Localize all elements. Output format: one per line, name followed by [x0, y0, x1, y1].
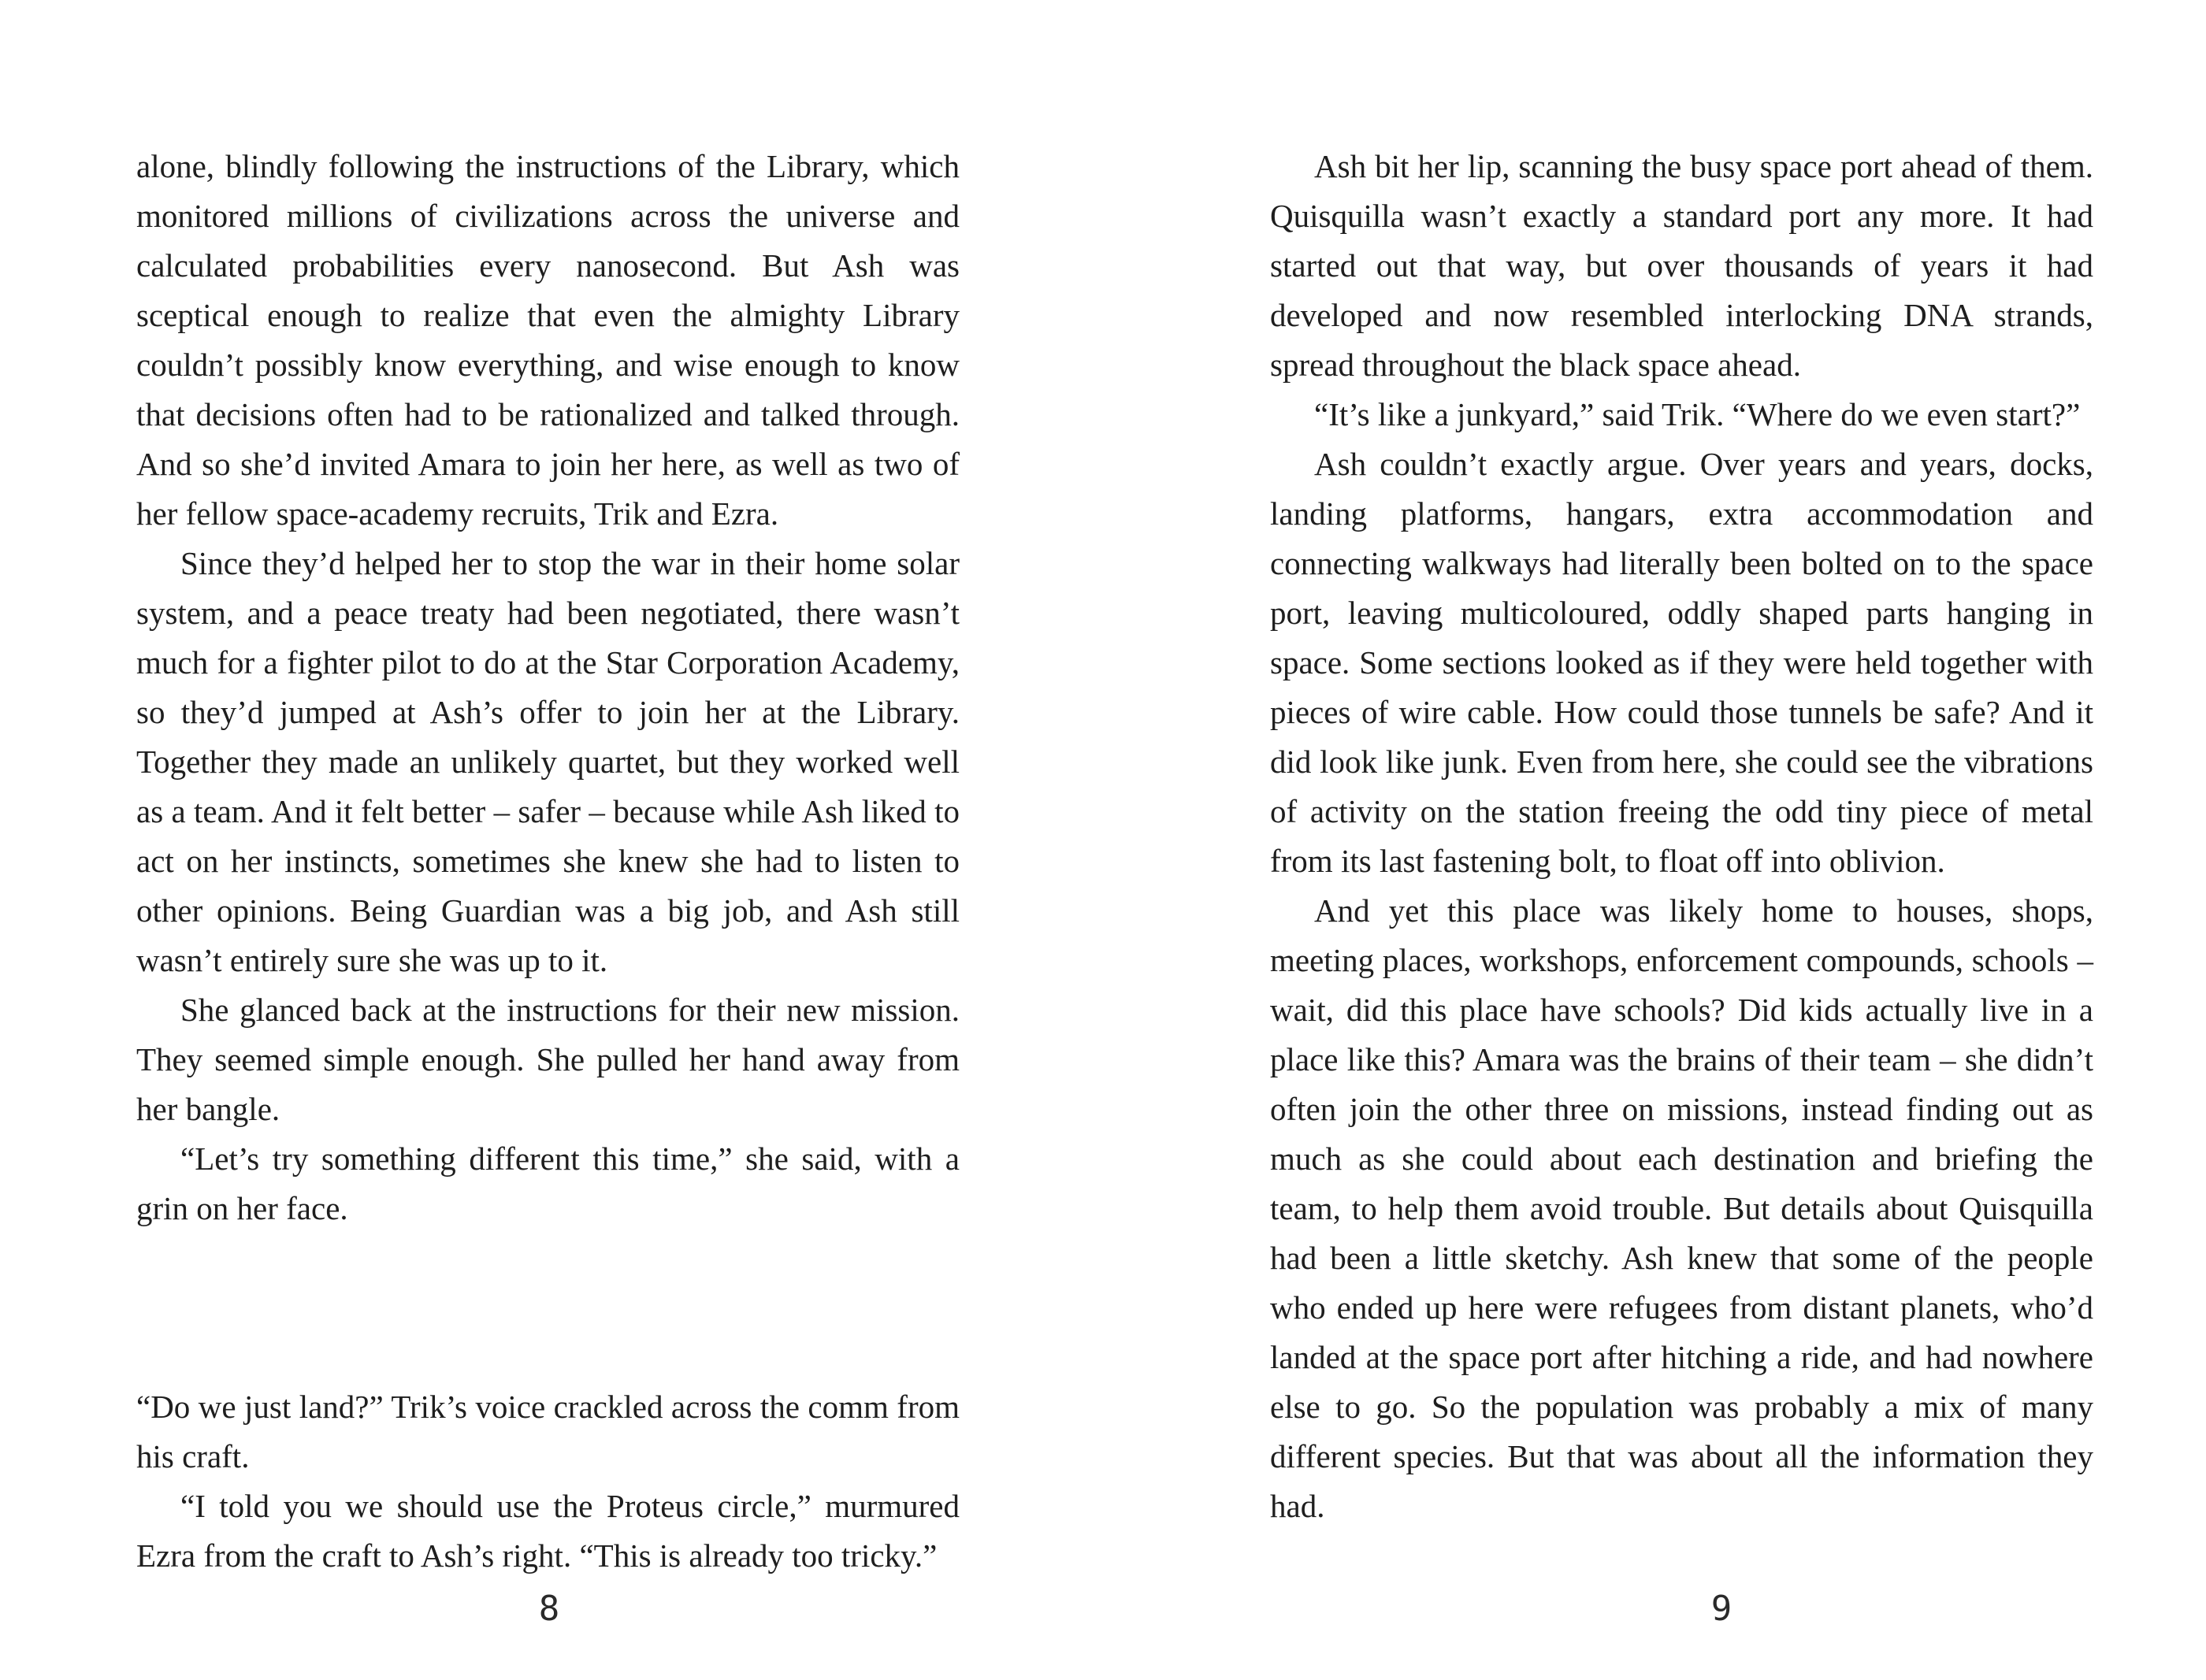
paragraph: Ash bit her lip, scanning the busy space port ahead of them. Quisquilla wasn’t exactly a standard port any more. It had started out that way, but over thousands of years it had developed and now resembled interlocking DNA strands, spread throughout the black space ahead.	[1270, 148, 2093, 383]
paragraph: Ash couldn’t exactly argue. Over years and years, docks, landing platforms, hangars, extra accommodation and connecting walkways had literally been bolted on to the space port, leaving multicoloured, oddly shaped parts hanging in space. Some sections looked as if they were held together with pieces of wire cable. How could those tunnels be safe? And it did look like junk. Even from here, she could see the vibrations of activity on the station freeing the odd tiny piece of metal from its last fastening bolt, to float off into oblivion.	[1270, 446, 2093, 879]
paragraph: alone, blindly following the instructions of the Library, which monitored millions of civilizations across the universe and calculated probabilities every nanosecond. But Ash was sceptical enough to realize that even the almighty Library couldn’t possibly know everything, and wise enough to know that decisions often had to be rationalized and talked through. And so she’d invited Amara to join her here, as well as two of her fellow space-academy recruits, Trik and Ezra.	[136, 148, 960, 532]
paragraph: “Do we just land?” Trik’s voice crackled across the comm from his craft.	[136, 1389, 960, 1474]
right-page	[1103, 0, 2206, 1680]
page-number: 8	[538, 1589, 560, 1629]
paragraph: “It’s like a junkyard,” said Trik. “Where do we even start?”	[1314, 396, 2081, 432]
paragraph: “I told you we should use the Proteus circle,” murmured Ezra from the craft to Ash’s right. “This is already too tricky.”	[136, 1488, 960, 1574]
paragraph: She glanced back at the instructions for their new mission. They seemed simple enough. She pulled her hand away from her bangle.	[136, 992, 960, 1127]
page-number: 9	[1710, 1589, 1732, 1629]
left-page-text	[136, 142, 960, 1581]
paragraph: Since they’d helped her to stop the war in their home solar system, and a peace treaty had been negotiated, there wasn’t much for a fighter pilot to do at the Star Corporation Academy, so they’d jumped at Ash’s offer to join her at the Library. Together they made an unlikely quartet, but they worked well as a team. And it felt better – safer – because while Ash liked to act on her instincts, sometimes she knew she had to listen to other opinions. Being Guardian was a big job, and Ash still wasn’t entirely sure she was up to it.	[136, 545, 960, 978]
paragraph: “Let’s try something different this time,” she said, with a grin on her face.	[136, 1140, 960, 1226]
right-page-text	[1270, 142, 2093, 1531]
section-break	[136, 1233, 960, 1382]
paragraph: And yet this place was likely home to houses, shops, meeting places, workshops, enforcement compounds, schools – wait, did this place have schools? Did kids actually live in a place like this? Amara was the brains of their team – she didn’t often join the other three on missions, instead finding out as much as she could about each destination and briefing the team, to help them avoid trouble. But details about Quisquilla had been a little sketchy. Ash knew that some of the people who ended up here were refugees from distant planets, who’d landed at the space port after hitching a ride, and had nowhere else to go. So the population was probably a mix of many different species. But that was about all the information they had.	[1270, 892, 2093, 1524]
